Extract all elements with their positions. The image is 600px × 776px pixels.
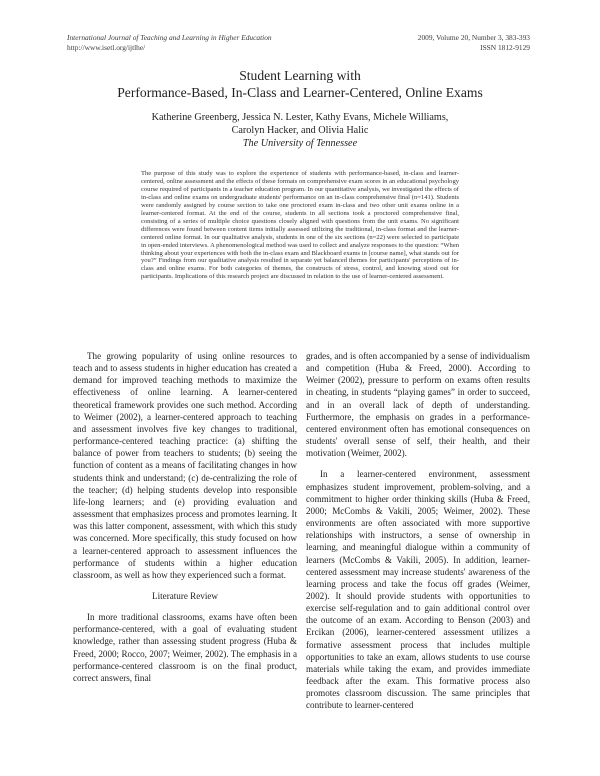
authors-line-1: Katherine Greenberg, Jessica N. Lester, Kathy Evans, Michele Williams,	[151, 112, 449, 123]
body-column-right	[306, 350, 530, 712]
intro-paragraph: The growing popularity of using online resources to teach and to assess students in higher education has created a demand for improved teaching methods to maximize the effectiveness of online learning. A learner-centered theoretical framework provides one such method. According to Weimer (2002), a learner-centered approach to teaching and assessment involves five key changes to traditional, performance-centered teaching practice: (a) shifting the balance of power from teachers to students; (b) seeing the function of content as a means of facilitating changes in how students think and understand; (c) de-centralizing the role of the teacher; (d) helping students develop into responsible life-long learners; and (e) providing evaluation and assessment that emphasizes process and promotes learning. It was this latter component, assessment, with which this study was concerned. More specifically, this study focused on how a learner-centered approach to assessment influences the performance of students within a higher education classroom, as well as how they experienced such a format.	[73, 351, 297, 580]
running-header-left	[67, 33, 272, 52]
abstract	[141, 170, 459, 281]
body-column-left	[73, 350, 297, 684]
title-line-2: Performance-Based, In-Class and Learner-Centered, Online Exams	[117, 84, 483, 100]
literature-paragraph-2: In a learner-centered environment, assessment emphasizes student improvement, problem-solving, and a commitment to higher order thinking skills (Huba & Freed, 2000; McCombs & Vakili, 2005; Weimer, 2002). These environments are often associated with more supportive relationships with instructors, a sense of ownership in learning, and meaningful dialogue within a community of learners (McCombs & Vakili, 2005). In addition, learner-centered assessment may increase students' awareness of the learning process and take the focus off grades (Weimer, 2002). It should provide students with opportunities to exercise self-regulation and to gain additional control over the outcome of an exam. According to Benson (2003) and Ercikan (2006), learner-centered assessment utilizes a formative assessment process that includes multiple opportunities to take an exam, allows students to use course materials while taking the exam, and provides immediate feedback after the exam. This formative process also promotes classroom discussion. The same principles that contribute to learner-centered	[306, 469, 530, 711]
journal-name: International Journal of Teaching and Learning in Higher Education	[67, 33, 272, 42]
paper-title	[60, 68, 540, 101]
authors-line-2: Carolyn Hacker, and Olivia Halic	[231, 124, 369, 136]
citation-info: 2009, Volume 20, Number 3, 383-393	[417, 33, 530, 42]
title-line-1: Student Learning with	[239, 68, 361, 83]
journal-url[interactable]: http://www.isetl.org/ijtlhe/	[67, 42, 146, 52]
affiliation: The University of Tennessee	[242, 137, 358, 149]
author-block	[90, 112, 510, 150]
abstract-text: The purpose of this study was to explore the experience of students with performance-based, in-class and learner-centered, online assessment and the effects of these formats on comprehensive exam scores in an educational psychology course required of participants in a teacher education program. In our quantitative analysis, we investigated the effects of in-class and online exams on undergraduate students' performance on an in-class comprehensive final (n=141). Students were randomly assigned by course section to take one proctored exam in-class and two other unit exams online in a learner-centered format. At the end of the course, students in all sections took a proctored comprehensive final, consisting of a series of multiple choice questions closely aligned with questions from the unit exams. No significant differences were found between content items initially assessed utilizing the traditional, in-class format and the learner-centered online format. In our qualitative analysis, students in one of the six sections (n=22) were selected to participate in open-ended interviews. A phenomenological method was used to collect and analyze responses to the question: “When thinking about your experiences with both the in-class exam and Blackboard exams in [course name], what stands out for you?” Findings from our qualitative analysis resulted in separate yet balanced themes for participants' perceptions of in-class and online exams. For both categories of themes, the constructs of stress, control, and knowing stood out for participants. Implications of this research project are discussed in relation to the use of learner-centered assessment.	[141, 170, 459, 281]
section-heading-literature-review: Literature Review	[152, 590, 218, 601]
running-header-right	[408, 33, 530, 52]
issn: ISSN 1812-9129	[480, 42, 530, 52]
literature-paragraph-1-continued: grades, and is often accompanied by a sense of individualism and competition (Huba & Freed, 2000). According to Weimer (2002), pressure to perform on exams often results in cheating, in students “playing games” in order to succeed, and in an overall lack of depth of understanding. Furthermore, the emphasis on grades in a performance-centered environment often has emotional consequences on students' overall sense of self, their health, and their motivation (Weimer, 2002).	[306, 351, 530, 459]
literature-paragraph-1: In more traditional classrooms, exams have often been performance-centered, with a goal of evaluating student knowledge, rather than assessing student progress (Huba & Freed, 2000; Rocco, 2007; Weimer, 2002). The emphasis in a performance-centered classroom is on the final product, correct answers, final	[73, 612, 297, 683]
